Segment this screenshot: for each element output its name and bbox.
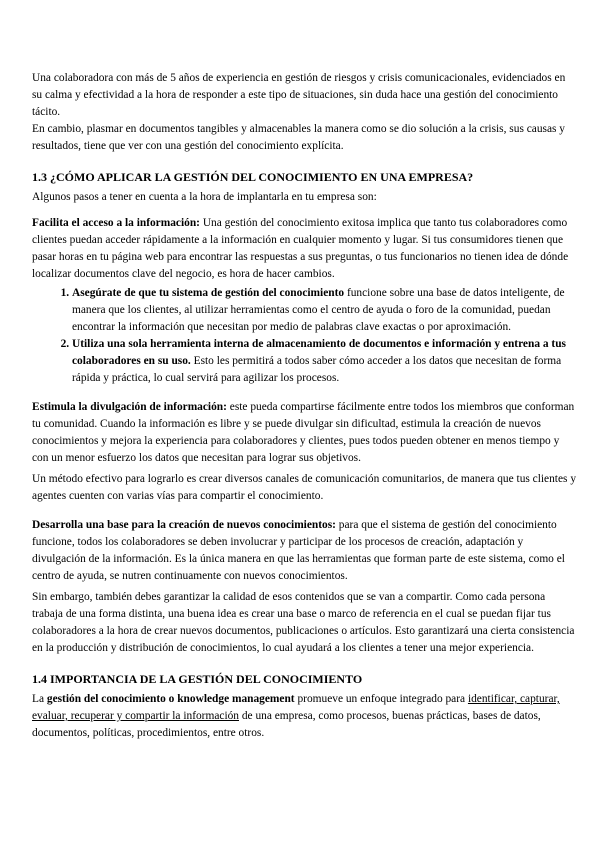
list-item-text: funcione sobre una base de datos inteligente, de manera que los clientes, al utilizar herramientas como el centro de ayuda o foro de la comunidad, puedan encontrar la información que necesitan por medio de palabras clave exactas o por aproximación. — [72, 287, 565, 333]
desarrolla-text: para que el sistema de gestión del conocimiento funcione, todos los colaboradores se deben involucrar y participar de los procesos de creación, adaptación y divulgación de la información. Es la única manera en que las herramientas que forman parte de este sistema, como el centro de ayuda, se nutren continuamente con nuevos conocimientos. — [32, 519, 565, 582]
importancia-paragraph — [32, 691, 578, 742]
importancia-bold: gestión del conocimiento o knowledge management — [46, 693, 295, 705]
importancia-lead: La — [32, 693, 47, 705]
desarrolla-title: Desarrolla una base para la creación de nuevos conocimientos: — [32, 519, 336, 531]
steps-list — [32, 285, 578, 387]
desarrolla-paragraph — [32, 517, 578, 585]
section-heading-1-4: 1.4 IMPORTANCIA DE LA GESTIÓN DEL CONOCIMIENTO — [32, 672, 363, 686]
estimula-paragraph — [32, 399, 578, 467]
list-item-bold: Utiliza una sola herramienta interna de almacenamiento de documentos e información y entrena a tus colaboradores en su uso. — [72, 338, 566, 367]
sin-embargo-paragraph: Sin embargo, también debes garantizar la calidad de esos contenidos que se van a compartir. Como cada persona trabaja de una forma distinta, una buena idea es crear una base o marco de referencia en el cual se puedan fijar tus colaboradores a la hora de crear nuevos documentos, publicaciones o artículos. Esto garantizará una cierta consistencia en la producción y distribución de conocimientos, lo cual ayudará a los clientes a tener una mejor experiencia. — [32, 591, 575, 654]
list-item — [72, 336, 578, 387]
importancia-tail: de una empresa, como procesos, buenas prácticas, bases de datos, documentos, políticas, procedimientos, entre otros. — [32, 710, 541, 739]
document-page — [32, 70, 578, 742]
list-item — [72, 285, 578, 336]
facilita-text: Una gestión del conocimiento exitosa implica que tanto tus colaboradores como clientes puedan acceder rápidamente a la información en cualquier momento y lugar. Si tus consumidores tienen que pasar horas en tu página web para encontrar las respuestas a sus preguntas, o tus funcionarios no tienen idea de dónde localizar documentos clave del negocio, es hora de hacer cambios. — [32, 217, 569, 280]
list-item-bold: Asegúrate de que tu sistema de gestión del conocimiento — [72, 287, 345, 299]
list-item-text: Esto les permitirá a todos saber cómo acceder a los datos que necesitan de forma rápida y práctica, lo cual servirá para agilizar los procesos. — [72, 355, 562, 384]
importancia-underlined: identificar, capturar, evaluar, recuperar y compartir la información — [32, 693, 560, 722]
metodo-paragraph: Un método efectivo para lograrlo es crear diversos canales de comunicación comunitarios, de manera que tus clientes y agentes cuenten con varias vías para compartir el conocimiento. — [32, 473, 577, 502]
estimula-title: Estimula la divulgación de información: — [32, 401, 227, 413]
intro-paragraph-2: En cambio, plasmar en documentos tangibles y almacenables la manera como se dio solución a la crisis, sus causas y resultados, tiene que ver con una gestión del conocimiento explícita. — [32, 123, 565, 152]
facilita-paragraph — [32, 215, 578, 283]
section-1-3-intro: Algunos pasos a tener en cuenta a la hora de implantarla en tu empresa son: — [32, 191, 377, 203]
intro-paragraph-1: Una colaboradora con más de 5 años de experiencia en gestión de riesgos y crisis comunicacionales, evidenciados en su calma y efectividad a la hora de responder a este tipo de situaciones, sin duda hace una gestión del conocimiento tácito. — [32, 72, 566, 118]
importancia-mid: promueve un enfoque integrado para — [294, 693, 468, 705]
facilita-title: Facilita el acceso a la información: — [32, 217, 200, 229]
estimula-text: este pueda compartirse fácilmente entre todos los miembros que conforman tu comunidad. Cuando la información es libre y se puede divulgar sin dificultad, estimula la creación de nuevos conocimientos y mejora la experiencia para colaboradores y clientes, pues todos pueden obtener en menos tiempo y con un menor esfuerzo los datos que necesitan para lograr sus objetivos. — [32, 401, 575, 464]
section-heading-1-3: 1.3 ¿CÓMO APLICAR LA GESTIÓN DEL CONOCIMIENTO EN UNA EMPRESA? — [32, 170, 474, 184]
